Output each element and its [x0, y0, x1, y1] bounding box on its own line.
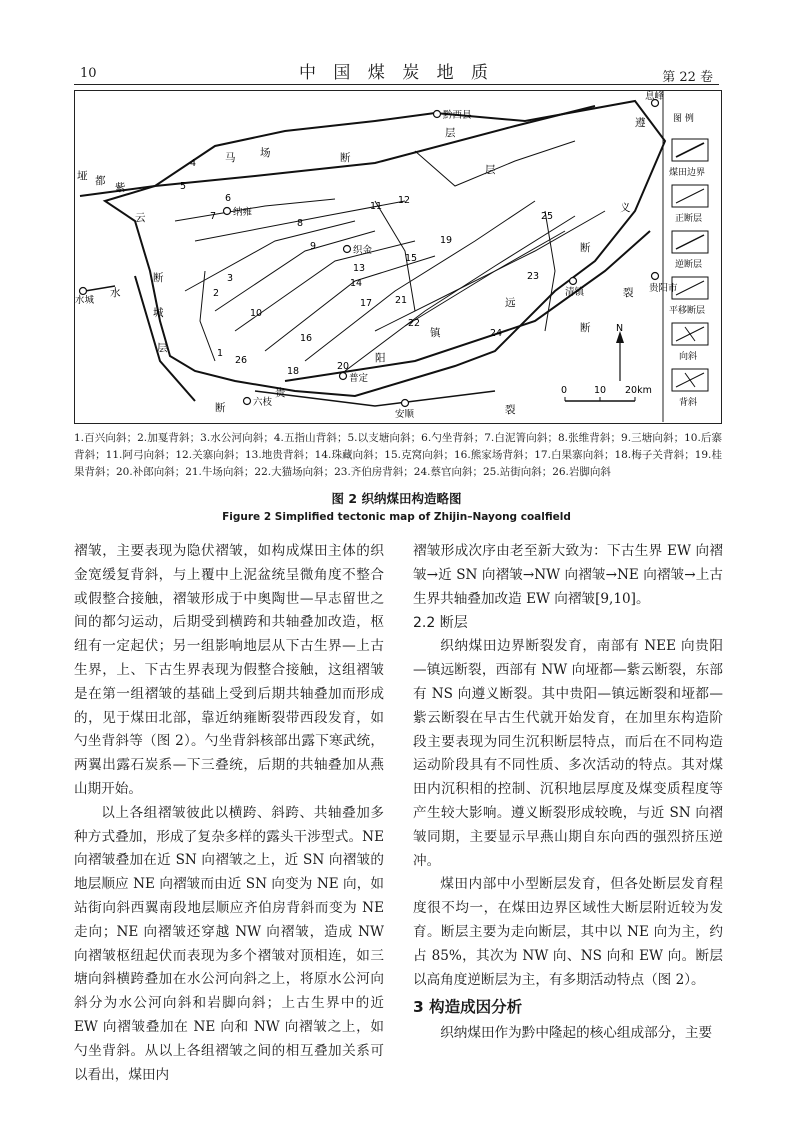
town-label: 水城	[75, 295, 95, 306]
paragraph: 织纳煤田作为黔中隆起的核心组成部分，主要	[440, 1025, 713, 1042]
figure-legend-text: 1.百兴向斜；2.加戛背斜；3.水公河向斜；4.五指山背斜；5.以支塘向斜；6.勺坐背斜；7.白泥箐向斜；8.张维背斜；9.三塘向斜；10.后寨背斜；11.阿弓向斜；12.关寨向斜；13.地贵背斜；14.珠藏向斜；15.克窝向斜；16.熊家场背斜；17.白果寨向斜；18.梅子关背斜；19.桂果背斜；20.补郎向斜；21.牛场向斜；22.大猫场向斜；23.齐伯房背斜；24.蔡官向斜；25.站街向斜；26.岩脚向斜	[74, 432, 722, 478]
fold-number: 14	[350, 278, 363, 289]
legend-label: 向斜	[679, 352, 698, 362]
fault-char: 遵	[635, 117, 646, 129]
paragraph: 煤田内部中小型断层发育，但各处断层发育程度很不均一，在煤田边界区域性大断层附近较为发育。断层主要为走向断层，其中以 NE 向为主，约占 85%，其次为 NW 向、NS 向和 EW 向。断层以高角度逆断层为主，有多期活动特点（图 2）。	[413, 876, 723, 988]
fault-char: 镇	[430, 327, 441, 339]
fault-char: 垭	[77, 170, 88, 182]
figure-caption-en: Figure 2 Simplified tectonic map of Zhijin–Nayong coalfield	[222, 511, 571, 523]
fold-number: 7	[210, 211, 217, 222]
fold-number: 3	[227, 273, 234, 284]
fault-char: 远	[505, 297, 516, 309]
town-label: 六枝	[253, 397, 273, 408]
fault-char: 裂	[623, 287, 634, 299]
volume-label: 第 22 卷	[662, 70, 713, 85]
legend-title: 图 例	[673, 114, 694, 124]
fold-number: 18	[287, 366, 300, 377]
figure-caption-cn: 图 2 织纳煤田构造略图	[331, 491, 462, 506]
fault-char: 层	[485, 164, 496, 176]
paragraph: 褶皱，主要表现为隐伏褶皱，如构成煤田主体的织金宽缓复背斜，与上覆中上泥盆统呈微角度不整合或假整合接触，褶皱形成于中奥陶世—早志留世之间的都匀运动，后期受到横跨和共轴叠加改造，枢纽有一定起伏；另一组影响地层从下古生界—上古生界，上、下古生界表现为假整合接触，这组褶皱是在第一组褶皱的基础上受到后期共轴叠加而形成的，见于煤田北部，靠近纳雍断裂带西段发育，如勺坐背斜等（图 2）。勺坐背斜核部出露下寒武统，两翼出露石炭系—下三叠统，后期的共轴叠加从燕山期开始。	[74, 543, 384, 797]
fold-number: 20	[337, 361, 350, 372]
tectonic-map	[74, 90, 722, 424]
fold-number: 22	[408, 318, 421, 329]
scale-tick: 20km	[625, 385, 652, 396]
fold-number: 23	[527, 271, 540, 282]
page-header	[0, 0, 793, 85]
fold-number: 11	[370, 201, 383, 212]
fault-char: 阳	[375, 352, 386, 364]
fault-char: 义	[620, 202, 631, 214]
paragraph: 以上各组褶皱彼此以横跨、斜跨、共轴叠加多种方式叠加，形成了复杂多样的露头干涉型式。NE 向褶皱叠加在近 SN 向褶皱之上，近 SN 向褶皱的地层顺应 NE 向褶皱而由近 SN 向变为 NE 向，如站街向斜西翼南段地层顺应齐伯房背斜而变为 NE 走向；NE 向褶皱还穿越 NW 向褶皱，造成 NW 向褶皱枢纽起伏而表现为多个褶皱对顶相连，如三塘向斜横跨叠加在水公河向斜之上，将原水公河向斜分为水公河向斜和岩脚向斜；上古生界中的近 EW 向褶皱叠加在 NE 向和 NW 向褶皱之上，如勺坐背斜。从以上各组褶皱之间的相互叠加关系可以看出，煤田内	[74, 804, 384, 1083]
right-column	[413, 540, 723, 1046]
fault-char: 断	[215, 402, 226, 414]
fold-number: 13	[353, 263, 366, 274]
town-label: 黔西县	[443, 110, 472, 121]
town-label: 普定	[349, 373, 369, 384]
section-heading: 3 构造成因分析	[413, 998, 523, 1017]
journal-title: 中 国 煤 炭 地 质	[298, 63, 495, 83]
fold-number: 6	[225, 193, 232, 204]
fold-number: 2	[213, 288, 220, 299]
fault-char: 马	[225, 152, 236, 164]
legend-label: 背斜	[679, 398, 698, 408]
fold-number: 9	[310, 241, 317, 252]
fold-number: 16	[300, 333, 313, 344]
town-label: 息峰	[645, 91, 665, 102]
fold-number: 15	[405, 253, 418, 264]
scale-tick: 0	[561, 385, 568, 396]
fault-char: 云	[135, 212, 146, 224]
fold-number: 5	[180, 181, 187, 192]
fault-char: 贵	[275, 387, 286, 399]
fold-number: 19	[440, 235, 453, 246]
fault-char: 断	[340, 152, 351, 164]
paragraph: 织纳煤田边界断裂发育，南部有 NEE 向贵阳—镇远断裂，西部有 NW 向垭都—紫云断裂，东部有 NS 向遵义断裂。其中贵阳—镇远断裂和垭都—紫云断裂在早古生代就开始发育，在加里东构造阶段主要表现为同生沉积断层特点，而后在不同构造运动阶段具有不同性质、多次活动的特点。其对煤田内沉积相的控制、沉积地层厚度及煤变质程度等产生较大影响。遵义断裂形成较晚，与近 SN 向褶皱同期，主要显示早燕山期自东向西的强烈挤压逆冲。	[413, 638, 723, 869]
fault-char: 紫	[115, 182, 126, 194]
fault-char: 场	[260, 147, 271, 159]
fold-number: 1	[217, 348, 224, 359]
fold-number: 26	[235, 355, 248, 366]
fold-number: 17	[360, 298, 373, 309]
fault-char: 层	[445, 127, 456, 139]
fold-number: 4	[190, 158, 197, 169]
fault-char: 断	[580, 242, 591, 254]
fault-char: 层	[157, 342, 168, 354]
town-label: 贵阳市	[649, 283, 678, 294]
fault-char: 城	[153, 307, 164, 319]
fold-number: 24	[490, 328, 503, 339]
fault-char: 都	[95, 175, 106, 187]
town-label: 安顺	[395, 409, 415, 420]
legend-label: 平移断层	[669, 306, 706, 316]
town-label: 清镇	[565, 287, 585, 298]
left-column	[74, 540, 384, 1087]
fault-char: 断	[153, 272, 164, 284]
page-number: 10	[80, 66, 97, 81]
fold-number: 12	[398, 195, 411, 206]
fold-number: 21	[395, 295, 408, 306]
legend-label: 逆断层	[675, 260, 703, 270]
town-label: 纳雍	[233, 207, 253, 218]
section-heading: 2.2 断层	[413, 615, 468, 632]
map-drawing	[75, 91, 720, 422]
fault-char: 断	[580, 322, 591, 334]
fold-number: 8	[297, 218, 304, 229]
legend-label: 正断层	[675, 214, 703, 224]
fold-number: 25	[541, 211, 554, 222]
header-rule	[74, 84, 719, 85]
fold-number: 10	[250, 308, 263, 319]
paragraph: 褶皱形成次序由老至新大致为：下古生界 EW 向褶皱→近 SN 向褶皱→NW 向褶皱→NE 向褶皱→上古生界共轴叠加改造 EW 向褶皱[9,10]。	[413, 543, 723, 607]
town-label: 织金	[353, 245, 373, 256]
fault-char: 水	[110, 287, 121, 299]
scale-tick: 10	[594, 385, 607, 396]
fault-char: 裂	[505, 404, 516, 416]
legend-label: 煤田边界	[669, 168, 706, 178]
north-label: N	[616, 323, 624, 334]
